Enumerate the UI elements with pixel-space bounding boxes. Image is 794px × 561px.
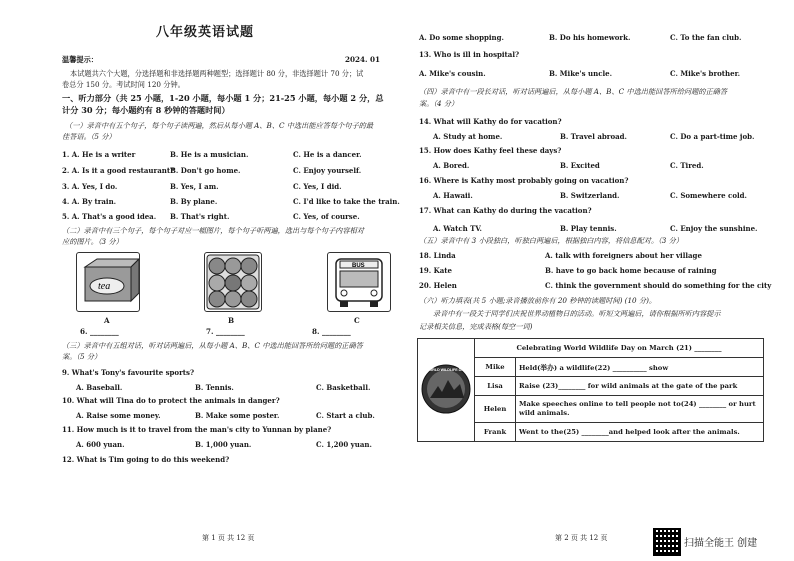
tea-label: tea [98, 281, 111, 292]
option: B. 1,000 yuan. [195, 440, 252, 449]
option: B. He is a musician. [170, 150, 249, 159]
option: 2. A. Is it a good restaurant? [62, 166, 175, 175]
part-heading: 计分 30 分；每小题约有 8 秒钟的答题时间） [62, 105, 230, 115]
option: C. Mike's brother. [670, 69, 741, 78]
option: 1. A. He is a writer [62, 150, 136, 159]
option: B. Do his homework. [549, 33, 631, 42]
logo-cell [418, 339, 475, 442]
tea-box-icon [77, 253, 139, 311]
option: B. Travel abroad. [560, 132, 627, 141]
option: A. Watch TV. [433, 224, 482, 233]
question: 12. What is Tim going to do this weekend? [62, 455, 230, 464]
bus-icon [328, 253, 390, 311]
question: 9. What's Tony's favourite sports? [62, 368, 195, 377]
option: B. By plane. [170, 197, 218, 206]
intro-line: 本试题共六个大题，分选择题和非选择题两种题型；选择题计 80 分，非选择题计 70 分；试 [70, 69, 364, 78]
row-name: Lisa [475, 377, 516, 396]
section-instruction: 记录相关信息，完成表格(每空一词) [419, 322, 533, 331]
option: 3. A. Yes, I do. [62, 182, 118, 191]
question: 16. Where is Kathy most probably going on vacation? [419, 176, 629, 185]
option: C. Tired. [670, 161, 704, 170]
wildlife-day-logo-icon [420, 350, 472, 428]
option: C. I'd like to take the train. [293, 197, 400, 206]
option: A. Hawaii. [433, 191, 473, 200]
section-instruction: （三）录音中有五组对话，听对话两遍后，从每小题 A、B、C 中选出能回答所给问题的正确答 [62, 341, 363, 350]
option: C. To the fan club. [670, 33, 742, 42]
option: B. Tennis. [195, 383, 234, 392]
cookies-icon [205, 253, 261, 311]
match-option: B. have to go back home because of raining [545, 266, 717, 275]
option: C. Enjoy yourself. [293, 166, 362, 175]
row-name: Helen [475, 396, 516, 423]
option: B. Play tennis. [560, 224, 617, 233]
page-footer: 第 1 页 共 12 页 [202, 534, 255, 542]
option: C. 1,200 yuan. [316, 440, 372, 449]
option: C. Start a club. [316, 411, 375, 420]
option: B. Switzerland. [560, 191, 620, 200]
match-name: 19. Kate [419, 266, 452, 275]
section-instruction: （四）录音中有一段长对话，听对话两遍后，从每小题 A、B、C 中选出能回答所给问题的正确答 [419, 87, 728, 96]
row-content[interactable]: Raise (23)________ for wild animals at the gate of the park [516, 377, 764, 396]
match-name: 20. Helen [419, 281, 457, 290]
option: A. Mike's cousin. [419, 69, 486, 78]
match-option: C. think the government should do something for the city [545, 281, 772, 290]
option: C. Basketball. [316, 383, 371, 392]
option: A. Raise some money. [76, 411, 161, 420]
picture-label: B [228, 316, 235, 325]
section-instruction: 案。（4 分） [419, 99, 459, 108]
option: C. Yes, I did. [293, 182, 342, 191]
option: B. Excited [560, 161, 600, 170]
answer-blank[interactable]: 8. ________ [312, 327, 351, 336]
row-content-line: wild animals. [519, 409, 570, 417]
row-content[interactable] [516, 396, 764, 423]
page-footer: 第 2 页 共 12 页 [555, 534, 608, 542]
option: B. Yes, I am. [170, 182, 219, 191]
wildlife-table [417, 338, 764, 442]
match-option: A. talk with foreigners about her village [545, 251, 702, 260]
option: 4. A. By train. [62, 197, 117, 206]
tip-label: 温馨提示： [62, 55, 98, 64]
section-instruction: （五）录音中有 3 小段独白，听独白两遍后，根据独白内容，将信息配对。（3 分） [419, 236, 683, 245]
part-heading: 一、听力部分（共 25 小题，1-20 小题，每小题 1 分；21-25 小题，每小题 2 分，总 [62, 93, 384, 103]
option: C. Do a part-time job. [670, 132, 755, 141]
logo-text: WORLD WILDLIFE DAY [426, 368, 466, 372]
picture-a-tea-box [76, 252, 140, 312]
option: 5. A. That's a good idea. [62, 212, 157, 221]
exam-title: 八年级英语试题 [156, 25, 255, 40]
option: B. Make some poster. [195, 411, 280, 420]
option: C. Yes, of course. [293, 212, 360, 221]
option: B. That's right. [170, 212, 230, 221]
section-instruction: （二）录音中有三个句子，每个句子对应一幅图片，每个句子听两遍，选出与每个句子内容相对 [62, 226, 364, 235]
picture-label: C [354, 316, 360, 325]
right-page [397, 0, 794, 561]
scanner-watermark: 扫描全能王 创建 [684, 538, 758, 549]
option: A. Do some shopping. [419, 33, 504, 42]
section-instruction: （一）录音中有五个句子，每个句子读两遍，然后从每小题 A、B、C 中选出能应答每个句子的最 [65, 121, 374, 130]
option: C. He is a dancer. [293, 150, 362, 159]
row-name: Mike [475, 358, 516, 377]
row-content-line: Make speeches online to tell people not to(24) ________ or hurt [519, 400, 756, 408]
row-content[interactable]: Held(举办) a wildlife(22) __________ show [516, 358, 764, 377]
section-instruction: （六）听力填表(共 5 小题;录音播放前你有 20 秒钟的读题时间) (10 分)。 [419, 296, 657, 305]
section-instruction: 应的图片。（3 分） [62, 237, 123, 246]
section-instruction: 录音中有一段关于同学们庆祝世界动植物日的活动。听短文两遍后，请你根据所听内容提示 [433, 309, 721, 318]
row-name: Frank [475, 423, 516, 442]
option: A. Study at home. [433, 132, 503, 141]
option: A. Bored. [433, 161, 470, 170]
row-content[interactable]: Went to the(25) ________and helped look after the animals. [516, 423, 764, 442]
section-instruction: 佳答语。（5 分） [62, 132, 116, 141]
table-title: Celebrating World Wildlife Day on March (21) ________ [475, 339, 764, 358]
option: A. Baseball. [76, 383, 123, 392]
answer-blank[interactable]: 6. ________ [80, 327, 119, 336]
match-name: 18. Linda [419, 251, 456, 260]
exam-date: 2024. 01 [345, 55, 381, 64]
picture-label: A [104, 316, 110, 325]
option: C. Somewhere cold. [670, 191, 747, 200]
question: 15. How does Kathy feel these days? [419, 146, 562, 155]
picture-b-cookies [204, 252, 262, 312]
bus-sign: BUS [352, 263, 365, 269]
intro-line: 卷总分 150 分。考试时间 120 分钟。 [62, 80, 185, 89]
option: C. Enjoy the sunshine. [670, 224, 758, 233]
answer-blank[interactable]: 7. ________ [206, 327, 245, 336]
picture-c-bus [327, 252, 391, 312]
option: B. Mike's uncle. [549, 69, 613, 78]
option: A. 600 yuan. [76, 440, 125, 449]
question: 13. Who is ill in hospital? [419, 50, 520, 59]
question: 11. How much is it to travel from the man's city to Yunnan by plane? [62, 425, 332, 434]
qr-code-icon [653, 528, 681, 556]
question: 17. What can Kathy do during the vacation? [419, 206, 592, 215]
option: B. Don't go home. [170, 166, 241, 175]
question: 14. What will Kathy do for vacation? [419, 117, 562, 126]
section-instruction: 案。（5 分） [62, 352, 102, 361]
question: 10. What will Tina do to protect the animals in danger? [62, 396, 280, 405]
